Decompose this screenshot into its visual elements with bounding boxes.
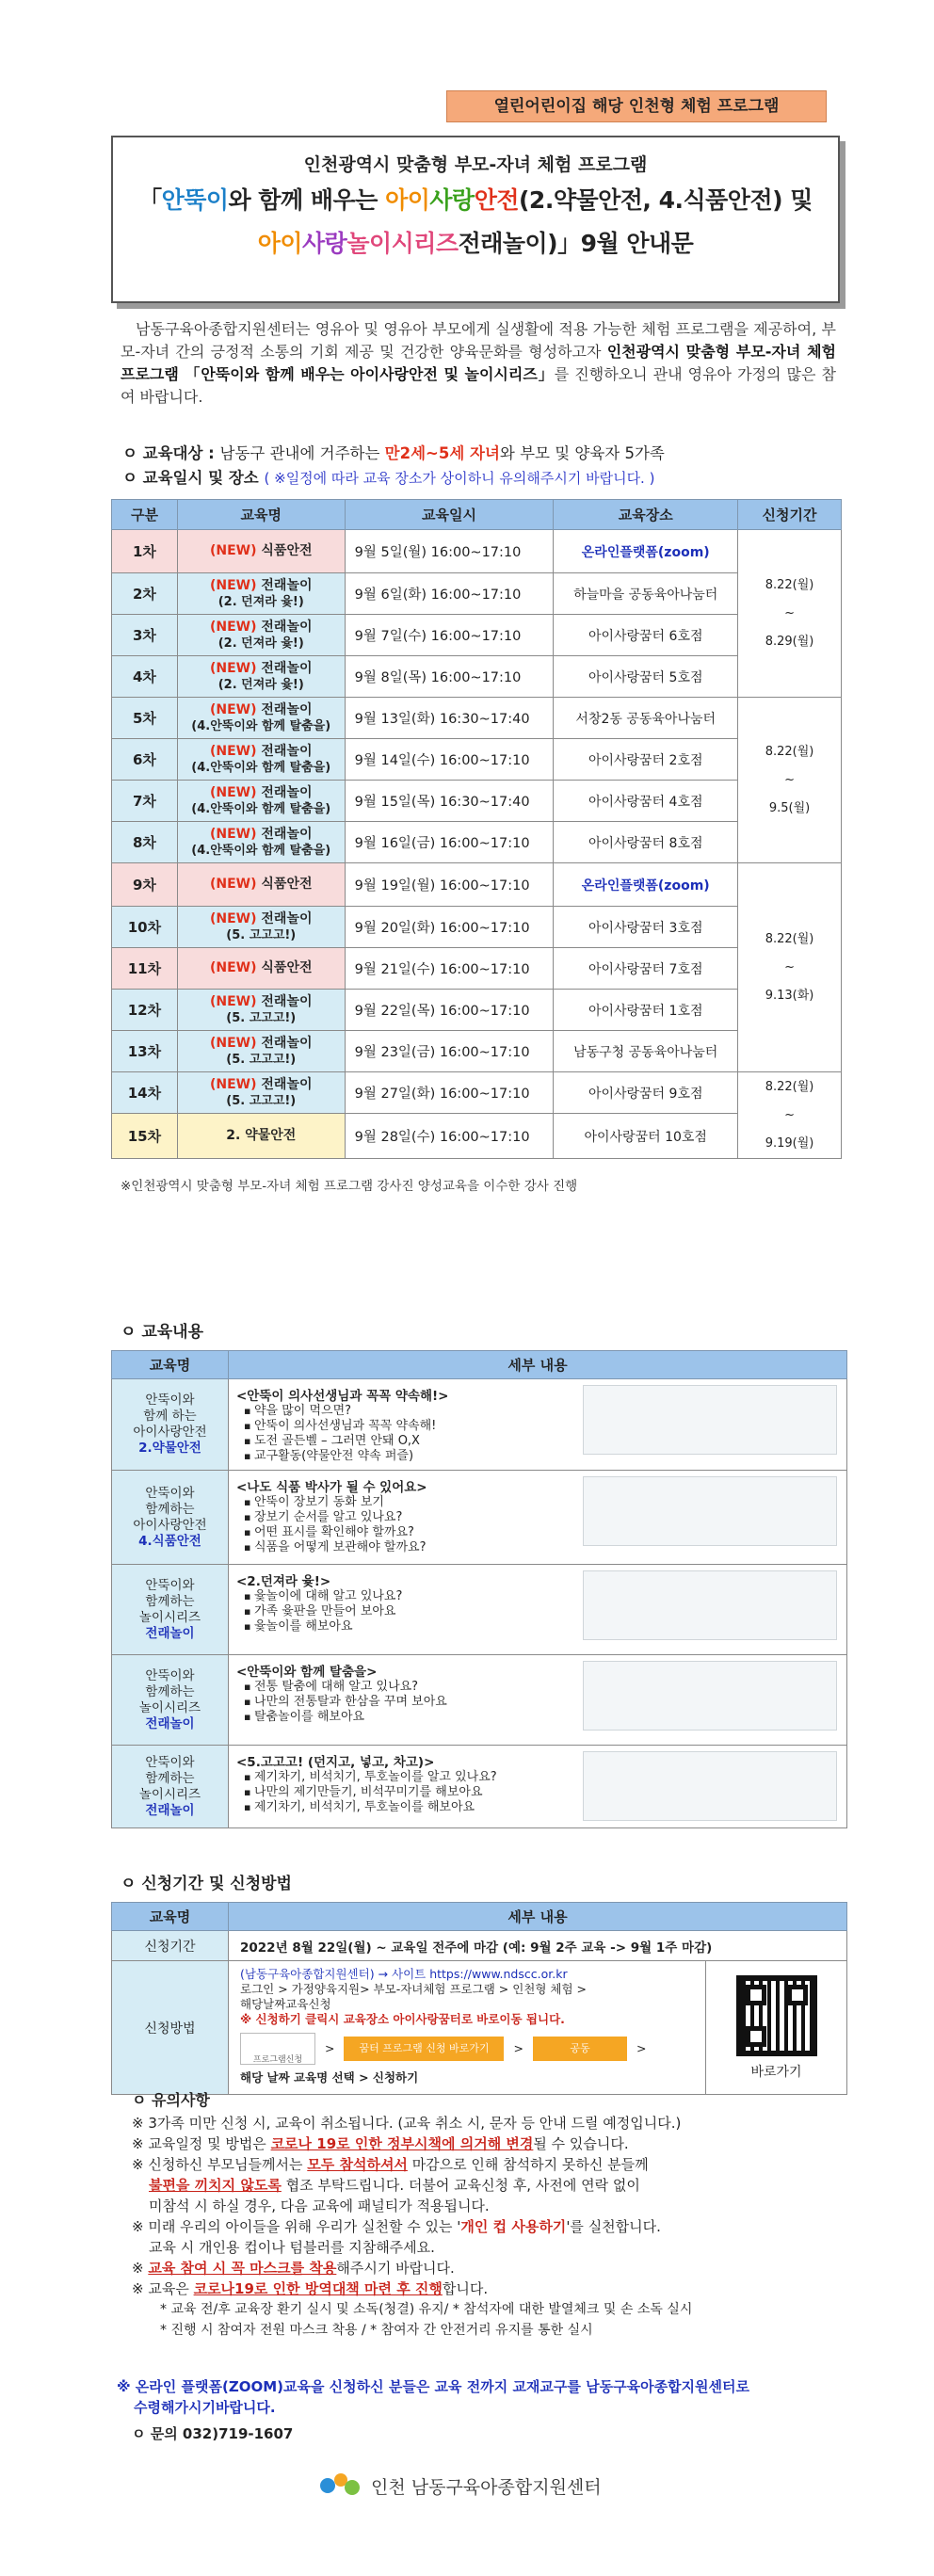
- program-name: (NEW) 전래놀이 (4.안뚝이와 함께 탈춤을): [177, 698, 345, 739]
- activity-photo: [583, 1661, 837, 1731]
- content-heading: ㅇ 교육내용: [121, 1323, 204, 1342]
- program-datetime: 9월 19일(월) 16:00~17:10: [345, 863, 554, 907]
- content-item: ▪ 어떤 표시를 확인해야 할까요?: [244, 1525, 839, 1540]
- schedule-row: [112, 822, 842, 863]
- title-line-2: 「안뚝이와 함께 배우는 아이사랑안전(2.약물안전, 4.식품안전) 및: [138, 186, 813, 214]
- schedule-row: [112, 615, 842, 656]
- program-datetime: 9월 23일(금) 16:00~17:10: [345, 1031, 554, 1072]
- content-item: ▪ 장보기 순서를 알고 있나요?: [244, 1510, 839, 1525]
- content-item: ▪ 가족 윷판을 만들어 보아요: [244, 1604, 839, 1619]
- program-datetime: 9월 20일(화) 16:00~17:10: [345, 907, 554, 948]
- program-place: 아이사랑꿈터 8호점: [554, 822, 738, 863]
- arrow-right-icon: >: [636, 2041, 647, 2055]
- program-name: (NEW) 식품안전: [177, 863, 345, 907]
- content-item: ▪ 도전 골든벨 – 그러면 안돼 O,X: [244, 1434, 839, 1449]
- program-datetime: 9월 27일(화) 16:00~17:10: [345, 1072, 554, 1114]
- title-line-3: 아이사랑놀이시리즈전래놀이)」9월 안내문: [257, 230, 694, 257]
- schedule-row: [112, 863, 842, 907]
- program-place: 아이사랑꿈터 3호점: [554, 907, 738, 948]
- program-name: (NEW) 전래놀이 (2. 던져라 윷!): [177, 615, 345, 656]
- program-datetime: 9월 21일(수) 16:00~17:10: [345, 948, 554, 990]
- title-subtitle: 인천광역시 맞춤형 부모-자녀 체험 프로그램: [303, 154, 648, 175]
- content-program-name: 안뚝이와 함께 하는 아이사랑안전 2.약물안전: [112, 1379, 229, 1471]
- activity-photo: [583, 1385, 837, 1455]
- program-name: (NEW) 식품안전: [177, 948, 345, 990]
- session-number: 7차: [112, 781, 178, 822]
- program-name: (NEW) 전래놀이 (2. 던져라 윷!): [177, 573, 345, 615]
- center-name: 인천 남동구육아종합지원센터: [371, 2476, 602, 2498]
- content-item: ▪ 윷놀이를 해보아요: [244, 1619, 839, 1634]
- program-datetime: 9월 6일(화) 16:00~17:10: [345, 573, 554, 615]
- schedule-header: 교육명: [177, 500, 345, 530]
- schedule-row: [112, 739, 842, 781]
- activity-photo: [583, 1751, 837, 1821]
- program-place: 서창2동 공동육아나눔터: [554, 698, 738, 739]
- caution-list: ※ 3가족 미만 신청 시, 교육이 취소됩니다. (교육 취소 시, 문자 등 안내 드릴 예정입니다.) ※ 교육일정 및 방법은 코로나 19로 인한 정부시책에 의거해 변경될 수 있습니다. ※ 신청하신 부모님들께서는 모두 참석하셔서 마감으로 인해 참석하지 못하신 분들께 불편을 끼치지 않도록 협조 부탁드립니다. 더불어 교육신청 후, 사전에 연락 없이 미참석 시 하실 경우, 다음 교육에 패널티가 적용됩니다. ※ 미래 우리의 아이들을 위해 우리가 실천할 수 있는 '개인 컵 사용하기'를 실천합니다. 교육 시 개인용 컵이나 텀블러를 지참해주세요. ※ 교육 참여 시 꼭 마스크를 착용해주시기 바랍니다. ※ 교육은 코로나19로 인한 방역대책 마련 후 진행합니다. * 교육 전/후 교육장 환기 실시 및 소독(청결) 유지/ * 참석자에 대한 발열체크 및 손 소독 실시 * 진행 시 참여자 전원 마스크 착용 / * 참여자 간 안전거리 유지를 통한 실시: [132, 2115, 693, 2338]
- qr-cell: [706, 1961, 847, 2095]
- program-place: 아이사랑꿈터 5호점: [554, 656, 738, 698]
- program-place: 아이사랑꿈터 1호점: [554, 990, 738, 1031]
- activity-photo: [583, 1570, 837, 1640]
- apply-header: 교육명: [112, 1903, 229, 1931]
- program-name: (NEW) 전래놀이 (4.안뚝이와 함께 탈춤을): [177, 822, 345, 863]
- program-name: (NEW) 전래놀이 (4.안뚝이와 함께 탈춤을): [177, 739, 345, 781]
- schedule-row: [112, 948, 842, 990]
- apply-table: [111, 1902, 847, 2095]
- content-item: ▪ 제기차기, 비석치기, 투호놀이를 해보아요: [244, 1800, 839, 1815]
- method-path-line: 로그인 > 가정양육지원> 부모-자녀체험 프로그램 > 인천형 체험 >: [240, 1982, 587, 1996]
- content-program-name: 안뚝이와 함께하는 놀이시리즈 전래놀이: [112, 1746, 229, 1828]
- session-number: 3차: [112, 615, 178, 656]
- content-detail: <2.던져라 윷!> ▪ 윷놀이에 대해 알고 있나요? ▪ 가족 윷판을 만들어 보아요 ▪ 윷놀이를 해보아요: [229, 1565, 847, 1655]
- program-place: 온라인플랫폼(zoom): [554, 863, 738, 907]
- apply-period: 8.22(월) ~ 9.19(월): [738, 1072, 842, 1159]
- session-number: 13차: [112, 1031, 178, 1072]
- education-datetime: ㅇ 교육일시 및 장소 ( ※일정에 따라 교육 장소가 상이하니 유의해주시기 바랍니다. ): [122, 469, 655, 487]
- schedule-row: [112, 530, 842, 573]
- program-datetime: 9월 13일(화) 16:30~17:40: [345, 698, 554, 739]
- education-target: ㅇ 교육대상 : 남동구 관내에 거주하는 만2세~5세 자녀와 부모 및 양육자 5가족: [122, 444, 665, 462]
- arrow-right-icon: >: [513, 2041, 523, 2055]
- program-datetime: 9월 22일(목) 16:00~17:10: [345, 990, 554, 1031]
- session-number: 11차: [112, 948, 178, 990]
- program-name: 2. 약물안전: [177, 1114, 345, 1159]
- schedule-row: [112, 990, 842, 1031]
- program-place: 아이사랑꿈터 9호점: [554, 1072, 738, 1114]
- content-program-name: 안뚝이와 함께하는 놀이시리즈 전래놀이: [112, 1565, 229, 1655]
- method-steps: [240, 2033, 694, 2065]
- schedule-header-row: [112, 500, 842, 530]
- content-item: ▪ 제기차기, 비석치기, 투호놀이를 알고 있나요?: [244, 1770, 839, 1785]
- schedule-table: [111, 499, 842, 1159]
- apply-period-label: 신청기간: [112, 1931, 229, 1961]
- session-number: 5차: [112, 698, 178, 739]
- program-place: 남동구청 공동육아나눔터: [554, 1031, 738, 1072]
- content-item: ▪ 안뚝이 장보기 동화 보기: [244, 1495, 839, 1510]
- schedule-header: 구분: [112, 500, 178, 530]
- program-datetime: 9월 28일(수) 16:00~17:10: [345, 1114, 554, 1159]
- intro-paragraph: 남동구육아종합지원센터는 영유아 및 영유아 부모에게 실생활에 적용 가능한 체험 프로그램을 제공하여, 부모-자녀 간의 긍정적 소통의 기회 제공 및 건강한 양육문화를 형성하고자 인천광역시 맞춤형 부모-자녀 체험프로그램 「안뚝이와 함께 배우는 아이사랑안전 및 놀이시리즈」를 진행하오니 관내 영유아 가정의 많은 참여 바랍니다.: [121, 320, 836, 406]
- content-detail: <나도 식품 박사가 될 수 있어요> ▪ 안뚝이 장보기 동화 보기 ▪ 장보기 순서를 알고 있나요? ▪ 어떤 표시를 확인해야 할까요? ▪ 식품을 어떻게 보관해야 할까요?: [229, 1471, 847, 1565]
- content-item: ▪ 식품을 어떻게 보관해야 할까요?: [244, 1540, 839, 1555]
- content-item: ▪ 약을 많이 먹으면?: [244, 1404, 839, 1419]
- content-detail: <안뚝이와 함께 탈춤을> ▪ 전통 탈춤에 대해 알고 있나요? ▪ 나만의 전통탈과 한삼을 꾸며 보아요 ▪ 탈춤놀이를 해보아요: [229, 1655, 847, 1746]
- apply-method-label: 신청방법: [112, 1961, 229, 2095]
- center-logo-icon: [318, 2469, 363, 2503]
- method-note: ※ 신청하기 클릭시 교육장소 아이사랑꿈터로 바로이동 됩니다.: [240, 2012, 565, 2026]
- dreamhouse-apply-button[interactable]: 꿈터 프로그램 신청 바로가기: [344, 2037, 504, 2061]
- program-place: 아이사랑꿈터 10호점: [554, 1114, 738, 1159]
- method-final-step: 해당 날짜 교육명 선택 > 신청하기: [240, 2070, 419, 2085]
- content-row: [112, 1471, 847, 1565]
- schedule-row: [112, 573, 842, 615]
- apply-period: 8.22(월) ~ 9.5(월): [738, 698, 842, 863]
- content-detail: <안뚝이 의사선생님과 꼭꼭 약속해!> ▪ 약을 많이 먹으면? ▪ 안뚝이 의사선생님과 꼭꼭 약속해! ▪ 도전 골든벨 – 그러면 안돼 O,X ▪ 교구활동(약물안전 약속 퍼즐): [229, 1379, 847, 1471]
- program-place: 아이사랑꿈터 2호점: [554, 739, 738, 781]
- schedule-header: 신청기간: [738, 500, 842, 530]
- content-program-name: 안뚝이와 함께하는 아이사랑안전 4.식품안전: [112, 1471, 229, 1565]
- apply-period: 8.22(월) ~ 9.13(화): [738, 863, 842, 1072]
- content-row: [112, 1655, 847, 1746]
- apply-method-detail: [229, 1961, 706, 2095]
- qr-label: 바로가기: [750, 2064, 802, 2080]
- apply-header: 세부 내용: [229, 1903, 847, 1931]
- program-apply-button[interactable]: 프로그램신청: [240, 2033, 315, 2065]
- title-box: [111, 136, 840, 303]
- arrow-right-icon: >: [325, 2041, 335, 2055]
- schedule-row: [112, 1031, 842, 1072]
- schedule-note: ※인천광역시 맞춤형 부모-자녀 체험 프로그램 강사진 양성교육을 이수한 강사 진행: [121, 1179, 578, 1194]
- program-place: 온라인플랫폼(zoom): [554, 530, 738, 573]
- content-detail: <5.고고고! (던지고, 넣고, 차고)> ▪ 제기차기, 비석치기, 투호놀이를 알고 있나요? ▪ 나만의 제기만들기, 비석꾸미기를 해보아요 ▪ 제기차기, 비석치기, 투호놀이를 해보아요: [229, 1746, 847, 1828]
- session-number: 12차: [112, 990, 178, 1031]
- program-datetime: 9월 15일(목) 16:30~17:40: [345, 781, 554, 822]
- session-number: 15차: [112, 1114, 178, 1159]
- content-header: 세부 내용: [229, 1351, 847, 1379]
- session-number: 4차: [112, 656, 178, 698]
- schedule-row: [112, 698, 842, 739]
- program-name: (NEW) 전래놀이 (5. 고고고!): [177, 1072, 345, 1114]
- contact-line: ㅇ 문의 032)719-1607: [132, 2425, 294, 2442]
- content-header: 교육명: [112, 1351, 229, 1379]
- session-number: 1차: [112, 530, 178, 573]
- session-number: 14차: [112, 1072, 178, 1114]
- apply-period-text: 2022년 8월 22일(월) ~ 교육일 전주에 마감 (예: 9월 2주 교육 -> 9월 1주 마감): [229, 1931, 847, 1961]
- session-number: 9차: [112, 863, 178, 907]
- session-number: 2차: [112, 573, 178, 615]
- program-datetime: 9월 14일(수) 16:00~17:10: [345, 739, 554, 781]
- method-site-line[interactable]: (남동구육아종합지원센터) → 사이트 https://www.ndscc.or.kr: [240, 1967, 568, 1981]
- program-name: (NEW) 식품안전: [177, 530, 345, 573]
- session-number: 6차: [112, 739, 178, 781]
- content-item: ▪ 교구활동(약물안전 약속 퍼즐): [244, 1449, 839, 1464]
- content-item: ▪ 나만의 전통탈과 한삼을 꾸며 보아요: [244, 1695, 839, 1710]
- content-row: [112, 1565, 847, 1655]
- caution-heading: ㅇ 유의사항: [132, 2091, 210, 2109]
- footer-logo: [318, 2469, 602, 2503]
- program-place: 아이사랑꿈터 6호점: [554, 615, 738, 656]
- program-place: 아이사랑꿈터 7호점: [554, 948, 738, 990]
- content-item: ▪ 윷놀이에 대해 알고 있나요?: [244, 1589, 839, 1604]
- apply-heading: ㅇ 신청기간 및 신청방법: [121, 1875, 292, 1893]
- program-datetime: 9월 5일(월) 16:00~17:10: [345, 530, 554, 573]
- content-program-name: 안뚝이와 함께하는 놀이시리즈 전래놀이: [112, 1655, 229, 1746]
- content-item: ▪ 안뚝이 의사선생님과 꼭꼭 약속해!: [244, 1419, 839, 1434]
- schedule-row: [112, 656, 842, 698]
- content-row: [112, 1746, 847, 1828]
- program-name: (NEW) 전래놀이 (5. 고고고!): [177, 990, 345, 1031]
- program-name: (NEW) 전래놀이 (4.안뚝이와 함께 탈춤을): [177, 781, 345, 822]
- schedule-row: [112, 1114, 842, 1159]
- program-datetime: 9월 16일(금) 16:00~17:10: [345, 822, 554, 863]
- qr-code-icon[interactable]: [736, 1975, 817, 2056]
- online-notice: ※ 온라인 플랫폼(ZOOM)교육을 신청하신 분들은 교육 전까지 교재교구를 남동구육아종합지원센터로 수령해가시기바랍니다.: [117, 2378, 750, 2416]
- content-row: [112, 1379, 847, 1471]
- content-item: ▪ 전통 탈춤에 대해 알고 있나요?: [244, 1680, 839, 1695]
- schedule-row: [112, 907, 842, 948]
- content-table: [111, 1350, 847, 1828]
- session-number: 8차: [112, 822, 178, 863]
- content-item: ▪ 나만의 제기만들기, 비석꾸미기를 해보아요: [244, 1785, 839, 1800]
- apply-period: 8.22(월) ~ 8.29(월): [738, 530, 842, 698]
- program-datetime: 9월 8일(목) 16:00~17:10: [345, 656, 554, 698]
- program-badge: 열린어린이집 해당 인천형 체험 프로그램: [446, 90, 827, 122]
- shared-button[interactable]: 공동: [533, 2037, 627, 2061]
- schedule-row: [112, 781, 842, 822]
- program-name: (NEW) 전래놀이 (5. 고고고!): [177, 1031, 345, 1072]
- schedule-row: [112, 1072, 842, 1114]
- program-place: 하늘마을 공동육아나눔터: [554, 573, 738, 615]
- method-path-line-2: 해당날짜교육신청: [240, 1997, 331, 2011]
- program-name: (NEW) 전래놀이 (5. 고고고!): [177, 907, 345, 948]
- session-number: 10차: [112, 907, 178, 948]
- program-place: 아이사랑꿈터 4호점: [554, 781, 738, 822]
- schedule-header: 교육장소: [554, 500, 738, 530]
- program-name: (NEW) 전래놀이 (2. 던져라 윷!): [177, 656, 345, 698]
- schedule-header: 교육일시: [345, 500, 554, 530]
- program-datetime: 9월 7일(수) 16:00~17:10: [345, 615, 554, 656]
- activity-photo: [583, 1476, 837, 1546]
- content-item: ▪ 탈춤놀이를 해보아요: [244, 1710, 839, 1725]
